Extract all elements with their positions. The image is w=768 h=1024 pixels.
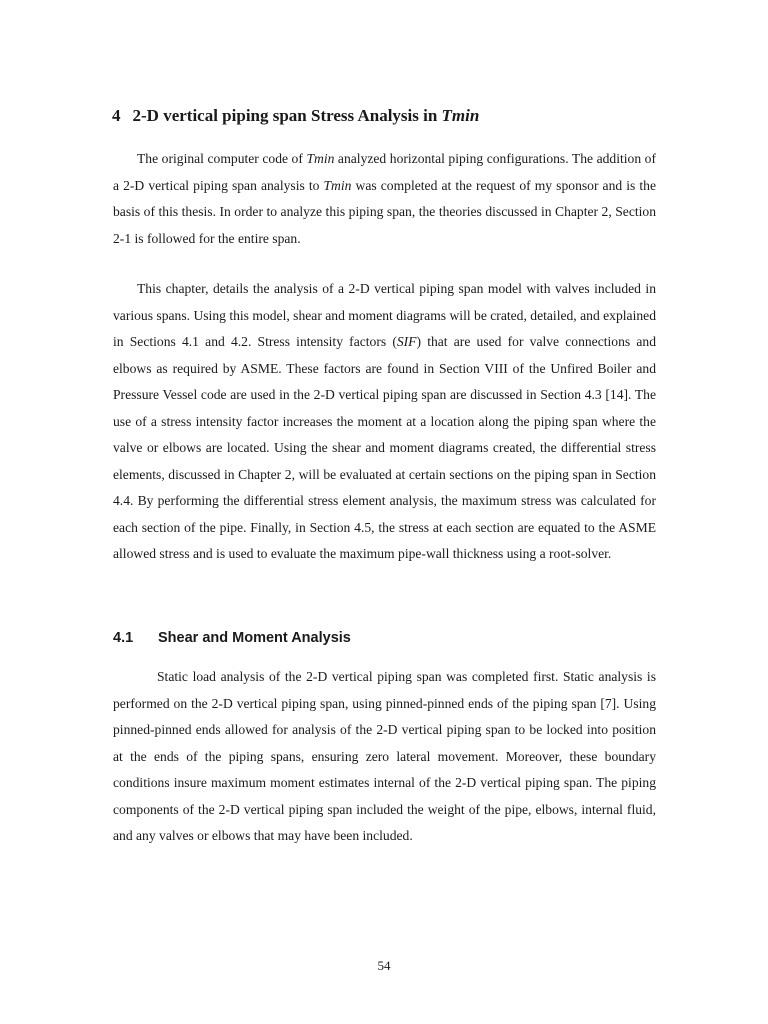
chapter-title: 2-D vertical piping span Stress Analysis in xyxy=(132,106,438,125)
chapter-heading xyxy=(112,106,479,126)
chapter-title-italic: Tmin xyxy=(441,106,480,125)
text-run: was completed at the request of my sponsor and is the basis of this thesis. In order to analyze this piping span, the theories discussed in Chapter 2, Section 2-1 is followed for the entire span. xyxy=(113,177,657,246)
section-number: 4.1 xyxy=(113,630,134,646)
text-run-italic: SIF xyxy=(396,334,417,349)
text-run: The original computer code of xyxy=(137,151,307,166)
text-run: This chapter, details the analysis of a 2-D vertical piping span model with valves included in various spans. Using this model, shear and moment diagrams will be crated, detailed, and explained in Sections 4.1 and 4.2. Stress intensity factors ( xyxy=(113,281,656,349)
text-run-italic: Tmin xyxy=(323,177,352,193)
text-run-italic: Tmin xyxy=(306,151,335,166)
paragraph-intro-2 xyxy=(113,276,656,568)
paragraph-section-4-1: Static load analysis of the 2-D vertical piping span was completed first. Static analysis is performed on the 2-D vertical piping span, using pinned-pinned ends of the piping span [7]. Using pinned-pinned ends allowed for analysis of the 2-D vertical piping span to be locked into position at the ends of the piping spans, ensuring zero lateral movement. Moreover, these boundary conditions insure maximum moment estimates internal of the 2-D vertical piping span. The piping components of the 2-D vertical piping span included the weight of the pipe, elbows, internal fluid, and any valves or elbows that may have been included. xyxy=(113,669,656,843)
paragraph-intro-1 xyxy=(113,146,656,252)
text-run: analyzed horizontal piping configurations. The addition of a 2-D vertical piping span analysis to xyxy=(113,151,656,193)
page-number: 54 xyxy=(377,958,391,973)
chapter-number: 4 xyxy=(112,106,121,125)
section-heading xyxy=(113,630,351,646)
section-title: Shear and Moment Analysis xyxy=(158,630,351,646)
text-run: ) that are used for valve connections and elbows as required by ASME. These factors are found in Section VIII of the Unfired Boiler and Pressure Vessel code are used in the 2-D vertical piping span are discussed in Section 4.3 [14]. The use of a stress intensity factor increases the moment at a location along the piping span where the valve or elbows are located. Using the shear and moment diagrams created, the differential stress elements, discussed in Chapter 2, will be evaluated at certain sections on the piping span in Section 4.4. By performing the differential stress element analysis, the maximum stress was calculated for each section of the pipe. Finally, in Section 4.5, the stress at each section are equated to the ASME allowed stress and is used to evaluate the maximum pipe-wall thickness using a root-solver. xyxy=(113,334,656,561)
